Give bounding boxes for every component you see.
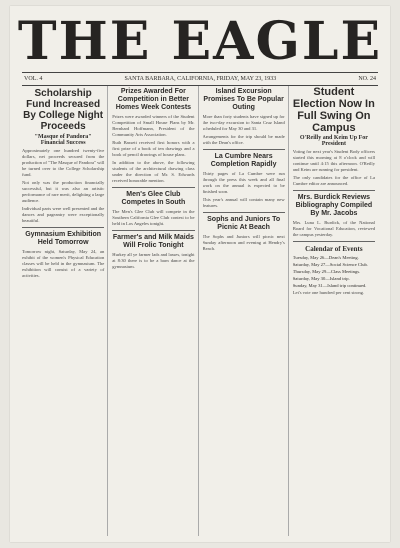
- column-1: [22, 86, 108, 536]
- column-3: [203, 86, 289, 536]
- columns: [22, 86, 378, 536]
- headline-glee-club: Men's Glee Club Competes In South: [121, 191, 186, 206]
- calendar-item: Saturday, May 27—Social Science Club.: [292, 262, 368, 267]
- article-text: Voting for next year's Student Body officers started this morning at 8 o'clock and will continue until 4:15 this afternoon. O'Reilly and Keim are running for president.: [292, 149, 375, 172]
- article-text: Approximately one hundred twenty-five dollars, net proceeds secured from the production of "The Masque of Pandora" will be turned over to the College Scholarship fund.: [22, 148, 105, 177]
- issue-number: NO. 24: [358, 76, 376, 82]
- date-label: SANTA BARBARA, CALIFORNIA, FRIDAY, MAY 23, 1933: [124, 76, 277, 82]
- article-text: This year's annual will contain many new features.: [202, 197, 285, 208]
- calendar-item: Saturday, May 30—Island trip.: [292, 276, 350, 281]
- headline-burdick: Mrs. Burdick Reviews Bibliography Compiled By Mr. Jacobs: [295, 194, 373, 217]
- headline-election: Student Election Now In Full Swing On Campus: [292, 86, 375, 134]
- article-text: More than forty students have signed up for the two-day excursion to Santa Cruz Island scheduled for May 30 and 31.: [202, 114, 285, 131]
- calendar-item: Tuesday, May 26—Dean's Meeting.: [292, 255, 359, 260]
- article-text: Mrs. Luna L. Burdick, of the National Board for Vocational Education, reviewed the campus yesterday.: [292, 220, 375, 237]
- subhead-masque: "Masque of Pandora" Financial Success: [34, 134, 92, 146]
- calendar-title: Calendar of Events: [305, 245, 363, 253]
- headline-prizes: Prizes Awarded For Competition in Better Homes Week Contests: [115, 88, 192, 111]
- headline-farmers: Farmer's and Milk Maids Will Frolic Tonight: [112, 234, 194, 249]
- article-text: Arrangements for the trip should be made with the Dean's office.: [202, 134, 285, 145]
- headline-la-cumbre: La Cumbre Nears Completion Rapidly: [210, 153, 277, 168]
- headline-scholarship: Scholarship Fund Increased By College Night Proceeds: [23, 88, 104, 132]
- masthead: THE EAGLE: [17, 11, 383, 72]
- footer-note: Let's vote one hundred per cent strong.: [292, 290, 365, 295]
- article-text: In addition to the above, the following students of the architectural drawing class under the direction of Mr. S. Edwards received honorable mention.: [112, 160, 195, 183]
- article-text: Hurkey all ye farmer lads and lasses, tonight at 8:30 there is to be a barn dance at the gymnasium.: [112, 252, 195, 269]
- column-2: [112, 86, 198, 536]
- subhead-president: O'Reilly and Keim Up For President: [299, 135, 368, 147]
- article-text: The only candidates for the office of La Cumbre editor are announced.: [292, 175, 375, 186]
- headline-island: Island Excursion Promises To Be Popular Outing: [203, 88, 284, 111]
- newspaper-page: [10, 6, 390, 542]
- calendar-item: Sunday, May 31—Island trip continued.: [292, 283, 367, 288]
- article-text: Prizes were awarded winners of the Student Competition of Small House Plans by Mr. Bernhard Hoffmann, President of the Community Arts Association.: [112, 114, 195, 137]
- article-text: Individual parts were well presented and the dances and pageantry were exceptionally beautiful.: [22, 206, 105, 223]
- volume-label: VOL. 4: [24, 76, 43, 82]
- article-text: The Men's Glee Club will compete in the Southern California Glee Club contest to be held in Los Angeles tonight.: [112, 209, 195, 226]
- article-text: The Sophs and Juniors will picnic next Sunday afternoon and evening at Hendry's Beach.: [202, 234, 285, 251]
- article-text: Tomorrow night, Saturday, May 24, an exhibit of the women's Physical Education classes will be held in the gymnasium. The exhibition will consist of a variety of activities.: [22, 249, 105, 278]
- dateline: [22, 72, 378, 86]
- article-text: Ruth Bassett received first honors with a first prize of a book of ten drawings and a book of pencil drawings of house plans.: [112, 140, 195, 157]
- column-4: [293, 86, 378, 536]
- calendar-item: Thursday, May 29—Class Meetings.: [292, 269, 361, 274]
- headline-picnic: Sophs and Juniors To Picnic At Beach: [207, 216, 281, 231]
- headline-gymnasium: Gymnasium Exhibition Held Tomorrow: [25, 231, 102, 246]
- article-text: Thirty pages of La Cumbre were run through the press this week and all final work on the annual is expected to be finished soon.: [202, 171, 285, 194]
- article-text: Not only was the production financially successful, but it was also an artistic performance of rare merit, delighting a large audience.: [22, 180, 105, 203]
